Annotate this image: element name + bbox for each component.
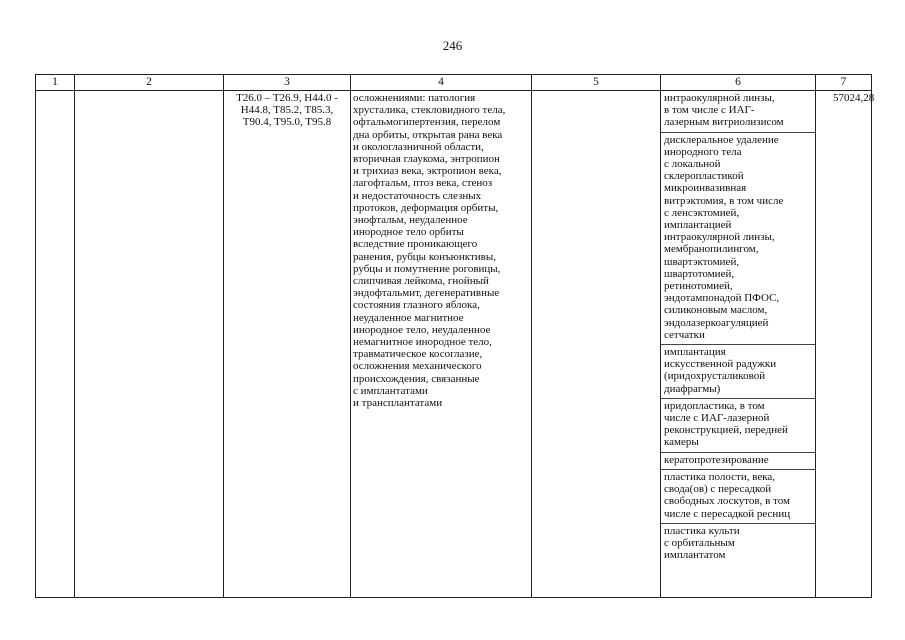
column-header: 1 [36,75,75,91]
method-line: интраокулярной линзы, [664,231,775,244]
column-header: 7 [816,75,872,91]
method-line: микроинвазивная [664,182,747,195]
method-line: искусственной радужки [664,358,777,371]
treatment-method [661,524,815,597]
column-header: 2 [75,75,224,91]
treatment-method [661,399,815,453]
method-line: (иридохрусталиковой [664,370,766,383]
method-line: числе с ИАГ-лазерной [664,412,770,425]
description-line: инородное тело орбиты [353,226,464,239]
cell-cost: 57024,28 [816,91,872,598]
description-line: происхождения, связанные [353,372,480,385]
description-line: вторичная глаукома, энтропион [353,153,500,166]
description-line: состояния глазного яблока, [353,299,480,312]
description-line: немагнитное инородное тело, [353,336,492,349]
method-line: реконструкцией, передней [664,424,788,437]
column-header: 6 [661,75,816,91]
column-header: 3 [224,75,351,91]
method-line: диафрагмы) [664,382,721,395]
description-line: инородное тело, неудаленное [353,323,491,336]
column-number-row [36,75,872,91]
method-line: иридопластика, в том [664,399,765,412]
table-row [36,91,872,598]
description-line: дна орбиты, открытая рана века [353,128,503,141]
description-line: вследствие проникающего [353,238,478,251]
method-line: с орбитальным [664,536,735,549]
code-line: H44.8, T85.2, T85.3, [240,104,334,117]
description-line: хрусталика, стекловидного тела, [353,104,506,117]
treatment-methods-list [661,91,815,597]
method-line: швартэктомией, [664,255,740,268]
description-line: слипчивая лейкома, гнойный [353,275,489,288]
code-line: T90.4, T95.0, T95.8 [242,116,332,129]
description-line: эндофтальмит, дегенеративные [353,287,500,300]
method-line: интраокулярной линзы, [664,92,775,104]
method-line: лазерным витриолизисом [664,116,784,129]
description-line: осложнениями: патология [353,92,476,104]
method-line: эндолазеркоагуляцией [664,316,769,329]
page-number: 246 [442,38,463,53]
description-line: травматическое косоглазие, [353,348,483,361]
method-line: камеры [664,436,699,449]
description-line: осложнения механического [353,360,482,373]
description-line: офтальмогипертензия, перелом [353,116,501,129]
method-line: склеропластикой [664,170,744,183]
method-line: имплантация [664,346,726,359]
method-line: сетчатки [664,328,705,341]
method-line: инородного тела [664,145,742,158]
method-line: эндотампонадой ПФОС, [664,292,780,305]
cell-col5 [532,91,661,598]
description-line: ранения, рубцы конъюнктивы, [353,250,497,263]
description-line: рубцы и помутнение роговицы, [353,262,501,275]
treatment-method [661,453,815,470]
description-line: с имплантатами [353,384,428,397]
cell-col1 [36,91,75,598]
method-line: дисклеральное удаление [664,133,779,146]
method-line: кератопротезирование [664,453,769,466]
column-header: 4 [351,75,532,91]
treatment-method [661,133,815,345]
method-line: швартотомией, [664,267,735,280]
treatment-method [661,345,815,399]
method-line: числе с пересадкой ресниц [664,507,791,520]
code-line: T26.0 – T26.9, H44.0 - [236,92,338,104]
description-line: и трансплантатами [353,397,443,410]
method-line: в том числе с ИАГ- [664,104,755,117]
cell-treatment-methods [661,91,816,598]
method-line: силиконовым маслом, [664,304,768,317]
description-line: лагофтальм, птоз века, стеноз [353,177,493,190]
method-line: пластика культи [664,524,740,537]
cell-diagnosis-codes [224,91,351,598]
description-line: и окологлазничной области, [353,140,484,153]
treatment-method [661,91,815,133]
method-line: свободных лоскутов, в том [664,495,790,508]
method-line: имплантатом [664,549,726,562]
cell-col2 [75,91,224,598]
cell-model-description [351,91,532,598]
method-line: пластика полости, века, [664,470,776,483]
column-header: 5 [532,75,661,91]
description-line: протоков, деформация орбиты, [353,201,499,214]
description-line: энофтальм, неудаленное [353,214,468,227]
method-line: ретинотомией, [664,280,733,293]
description-line: и недостаточность слезных [353,189,482,202]
method-line: свода(ов) с пересадкой [664,483,772,496]
description-line: неудаленное магнитное [353,311,464,324]
medical-services-table [35,74,875,598]
method-line: с ленсэктомией, [664,206,740,219]
treatment-method [661,470,815,524]
method-line: с локальной [664,158,721,171]
method-line: имплантацией [664,219,732,232]
description-line: и трихиаз века, эктропион века, [353,165,502,178]
method-line: витрэктомия, в том числе [664,194,784,207]
method-line: мембранопилингом, [664,243,759,256]
